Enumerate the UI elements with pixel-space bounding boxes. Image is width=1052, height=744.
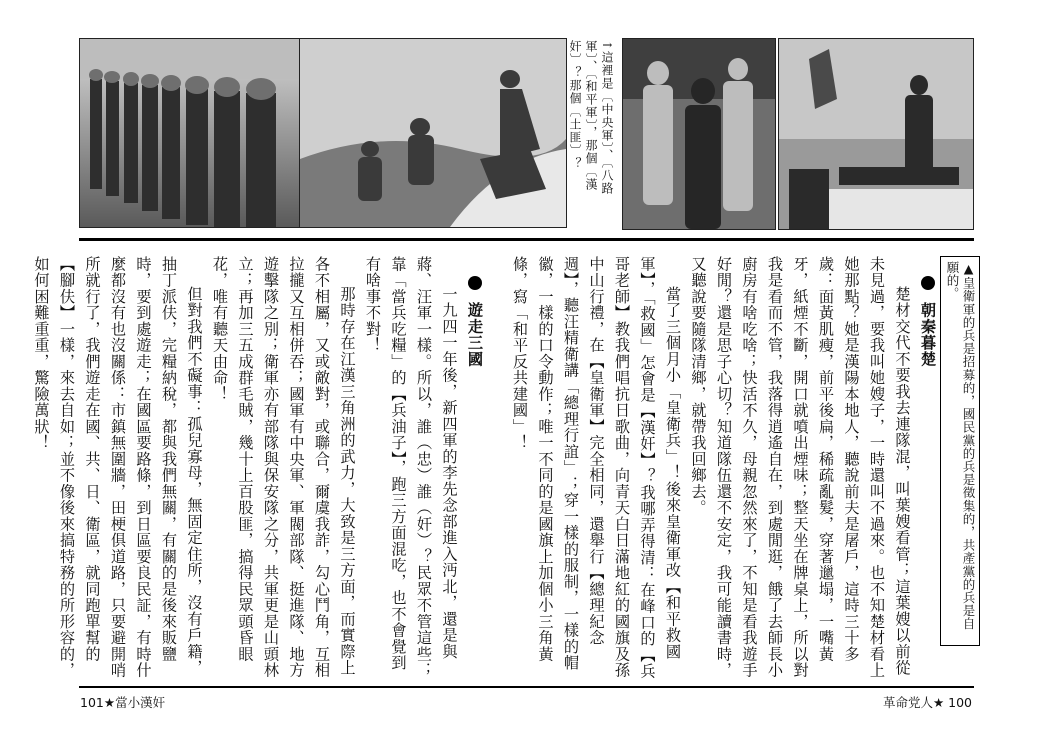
paragraph: 一九四一年後，新四軍的李先念部進入沔北，還是與蔣、汪軍一樣。所以，誰（忠）誰（奸）？民眾不管這些；靠「當兵吃糧」的【兵油子】，跑三方面混吃，也不會覺到有啥事不對！: [364, 256, 459, 679]
bullet-dot-icon: [921, 276, 935, 290]
right-page-text: [511, 256, 940, 681]
photo-caption-left: ↑這裡是〔中央軍〕、〔八路軍〕、〔和平軍〕，那個〔漢奸〕？那個〔土匪〕？: [568, 40, 614, 196]
photo-officers: [622, 38, 776, 230]
section-heading-left-text: 遊走三國: [466, 302, 484, 368]
top-divider-rule: [79, 238, 974, 241]
footer-left-folio: 101★當小漢奸: [80, 695, 166, 710]
photo-trench-soldiers: [299, 38, 567, 228]
section-heading-right: [915, 256, 941, 681]
paragraph: 那時存在江漢三角洲的武力，大致是三方面，而實際上各不相屬，又或敵對，或聯合，爾虞我詐，勾心鬥角，互相拉攏又互相併吞；國軍有中央軍、軍閥部隊、挺進隊、地方遊擊隊之別；衛軍亦有部隊與保安隊之分，共軍更是山頭林立；再加三五成群毛賊，幾十上百股匪，搞得民眾頭昏眼花，唯有聽天由命！: [211, 256, 357, 679]
section-heading-left: [462, 256, 488, 681]
paragraph: 當了三個月小「皇衛兵」！後來皇衛軍改【和平救國軍】，「救國」怎會是【漢奸】？我哪弄得清：在峰口的【兵哥老師】教我們唱抗日歌曲，向青天白日滿地紅的國旗及孫中山行禮，在【皇衛軍】完全相同，還舉行【總理紀念週】，聽汪精衛講「總理行誼」；穿一樣的服制，一樣的帽徽，一樣的口令動作；唯一不同的是國旗上加個小三角黃條，寫「和平反共建國」！: [511, 256, 682, 680]
paragraph: 但對我們不礙事：孤兒寡母，無固定住所，沒有戶籍，抽丁派伕，完糧納稅，都與我們無關，有關的是後來販鹽時，要到處遊走；在國區要路條，到日區要良民証，有時什麼都沒有也沒關係：市鎮無圍牆，田梗俱道路，只要避開哨所就行了，我們遊走在國、共、日、衛區，就同跑單幫的【腳伕】一樣，來去自如；並不像後來搞特務的所形容的，如何困難重重，驚險萬狀！: [32, 256, 204, 679]
bullet-dot-icon: [468, 276, 482, 290]
left-page-text: [32, 256, 487, 681]
photo-caption-right: ▲皇衛軍的兵是招募的，國民黨的兵是徵集的，共產黨的兵是自願的。: [940, 256, 980, 646]
footer-right-folio: 革命党人★ 100: [882, 695, 972, 710]
photo-ceremony: [778, 38, 974, 230]
photo-soldiers-lineup: [79, 38, 301, 228]
paragraph: 楚材交代不要我去連隊混，叫葉嫂看管；這葉嫂以前從未見過，要我叫她嫂子，一時還叫不過來。也不知楚材看上她那點？她是漢陽本地人，聽說前夫是屠戶，這時三十多歲：面黃肌瘦，前平後扁，稀疏亂髮，穿著邋塌，一嘴黃牙，紙煙不斷，開口就噴出煙味；整天坐在牌桌上，所以對我是看而不管，我落得逍遙自在，到處閒逛，餓了去師長小廚房有啥吃啥；快活不久，母親忽然來了，不知是看我遊手好閒？還是思子心切？知道隊伍還不安定，我可能讀書時，又聽說要隨隊清鄉，就帶我回鄉去。: [689, 256, 912, 679]
section-heading-right-text: 朝秦暮楚: [919, 302, 937, 368]
footer-rule: [79, 686, 974, 688]
